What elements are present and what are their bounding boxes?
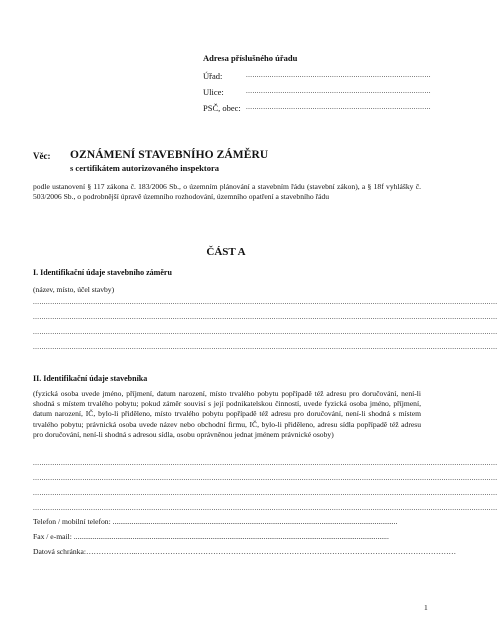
section-1-line-3[interactable]: ........................................................................................................................................................................................................................ [33, 328, 497, 336]
street-label: Ulice: [203, 87, 224, 97]
phone-field[interactable] [33, 517, 421, 526]
office-label: Úřad: [203, 71, 223, 81]
phone-label: Telefon / mobilní telefon: [33, 517, 113, 526]
phone-input-line[interactable]: ...................................................................................................................................................... [112, 517, 398, 526]
document-subtitle: s certifikátem autorizovaného inspektora [70, 163, 219, 173]
section-1-heading: I. Identifikační údaje stavebního záměru [33, 268, 172, 277]
section-2-line-3[interactable]: ........................................................................................................................................................................................................................ [33, 489, 497, 497]
section-1-line-4[interactable]: ........................................................................................................................................................................................................................ [33, 343, 497, 351]
page-number: 1 [424, 603, 428, 612]
legal-basis-text: podle ustanovení § 117 zákona č. 183/2006 Sb., o územním plánování a stavebním řádu (stavební zákon), a § 18f vyhlášky č. 503/2006 Sb., o podrobnější úpravě územního rozhodování, územního opatření a stavebního řádu [33, 182, 421, 202]
fax-email-label: Fax / e-mail: [33, 532, 74, 541]
subject-label: Věc: [33, 151, 51, 161]
part-a-heading: ČÁST A [206, 246, 246, 258]
data-box-input-line[interactable]: ………………...……………………………………………………………………………………………………………… [85, 547, 457, 556]
office-input-line[interactable]: ...................................................................................... [246, 71, 431, 79]
data-box-field[interactable] [33, 547, 457, 556]
street-input-line[interactable]: ...................................................................................... [246, 87, 431, 95]
section-2-line-2[interactable]: ........................................................................................................................................................................................................................ [33, 474, 497, 482]
data-box-label: Datová schránka: [33, 547, 86, 556]
section-2-line-4[interactable]: ........................................................................................................................................................................................................................ [33, 504, 497, 512]
section-2-line-1[interactable]: ........................................................................................................................................................................................................................ [33, 459, 497, 467]
office-address-heading: Adresa příslušného úřadu [203, 53, 298, 63]
section-2-heading: II. Identifikační údaje stavebníka [33, 374, 148, 383]
section-1-line-2[interactable]: ........................................................................................................................................................................................................................ [33, 313, 497, 321]
zip-city-label: PSČ, obec: [203, 103, 241, 113]
document-title: OZNÁMENÍ STAVEBNÍHO ZÁMĚRU [70, 149, 269, 161]
section-2-note: (fyzická osoba uvede jméno, příjmení, datum narození, místo trvalého pobytu popřípadě též adresu pro doručování, není-li shodná s místem trvalého pobytu; pokud záměr souvisí s její podnikatelskou činností, uvede fyzická osoba jméno, příjmení, datum narození, IČ, bylo-li přiděleno, místo trvalého pobytu popřípadě též adresu pro doručování, není-li shodná s místem trvalého pobytu; právnická osoba uvede název nebo obchodní firmu, IČ, bylo-li přiděleno, adresu sídla popřípadě též adresu pro doručování, není-li shodná s adresou sídla, osobu oprávněnou jednat jménem právnické osoby) [33, 389, 421, 439]
fax-email-field[interactable] [33, 532, 421, 541]
section-1-line-1[interactable]: ........................................................................................................................................................................................................................ [33, 298, 497, 306]
fax-email-input-line[interactable]: ...................................................................................................................................................................... [73, 532, 389, 541]
zip-city-input-line[interactable]: ...................................................................................... [246, 103, 431, 111]
section-1-note: (název, místo, účel stavby) [33, 285, 115, 294]
